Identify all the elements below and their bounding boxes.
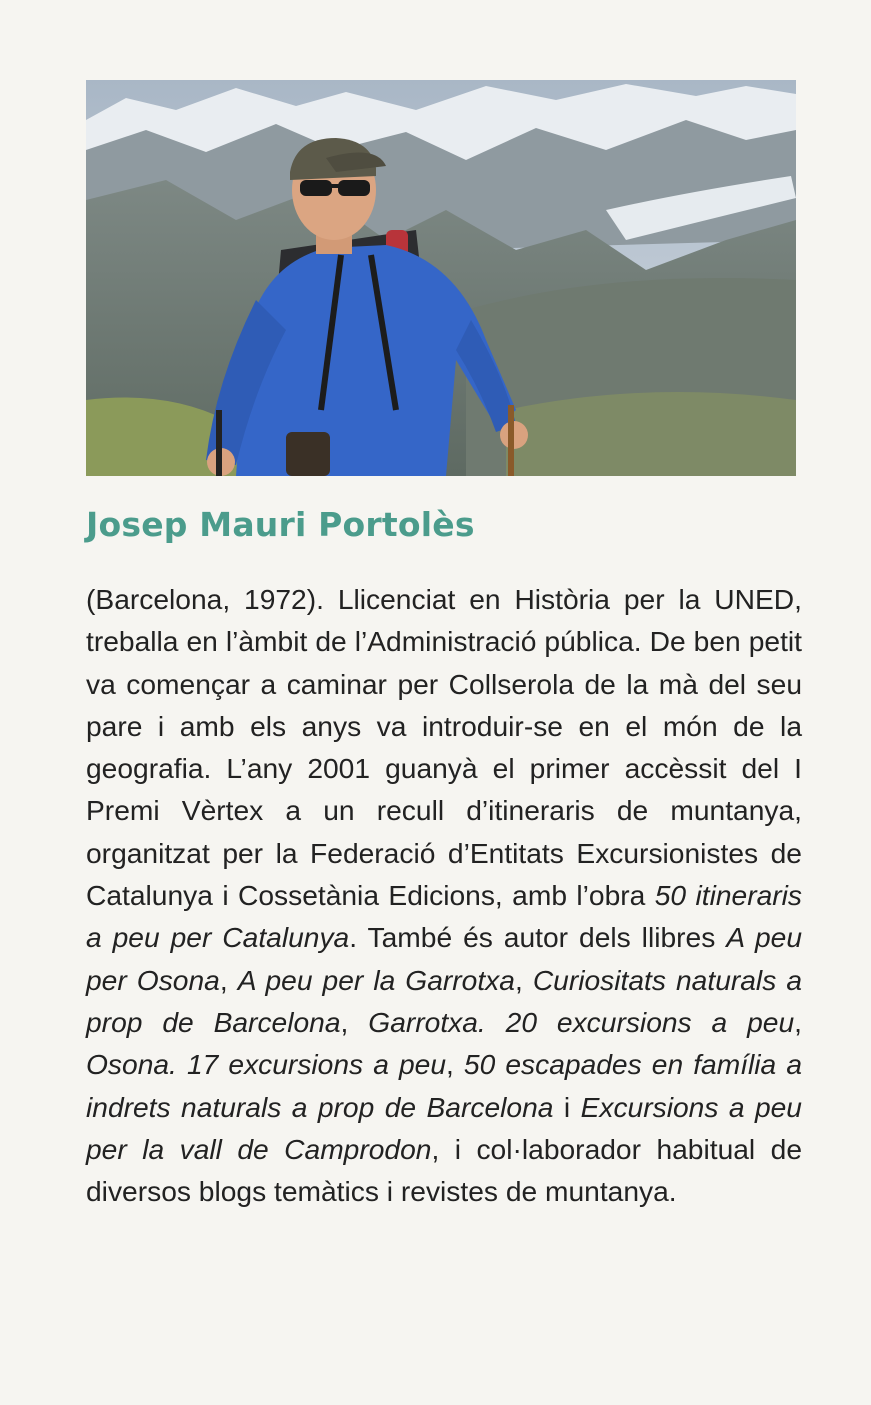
bio-text: , xyxy=(340,1005,369,1038)
book-title: 50 escapades en família a indrets naturals a prop de Barcelona xyxy=(86,1048,802,1123)
bio-text: i xyxy=(553,1090,581,1123)
hiker-photo-icon xyxy=(86,80,796,476)
book-title: Curiositats naturals a prop de Barcelona xyxy=(86,963,802,1038)
bio-text: , xyxy=(446,1048,464,1081)
bio-text: (Barcelona, 1972). Llicenciat en Història per la UNED, treballa en l’àmbit de l’Administració pública. De ben petit va començar a caminar per Collserola de la mà del seu pare i amb els anys va introduir-se en el món de la geografia. L’any 2001 guanyà el primer accèssit del I Premi Vèrtex a un recull d’itineraris de muntanya, organitzat per la Federació d’Entitats Excursionistes de Catalunya i Cossetània Edicions, amb l’obra xyxy=(86,583,802,912)
book-title: A peu per Osona xyxy=(86,921,803,996)
author-name: Josep Mauri Portolès xyxy=(86,505,475,544)
author-photo xyxy=(86,80,796,476)
book-title: A peu per la Garrotxa xyxy=(237,963,515,996)
book-title: Excursions a peu per la vall de Camprodon xyxy=(86,1090,802,1165)
bio-text: . També és autor dels llibres xyxy=(349,921,727,954)
bio-text: , xyxy=(794,1005,803,1038)
book-title: Garrotxa. 20 excursions a peu xyxy=(368,1005,795,1038)
bio-text: , xyxy=(219,963,238,996)
bio-text: , i col·laborador habitual de diversos blogs temàtics i revistes de muntanya. xyxy=(86,1132,802,1208)
book-title: Osona. 17 excursions a peu xyxy=(86,1048,446,1081)
author-bio xyxy=(86,578,802,1212)
bio-text: , xyxy=(514,963,533,996)
book-title: 50 itineraris a peu per Catalunya xyxy=(86,879,802,954)
